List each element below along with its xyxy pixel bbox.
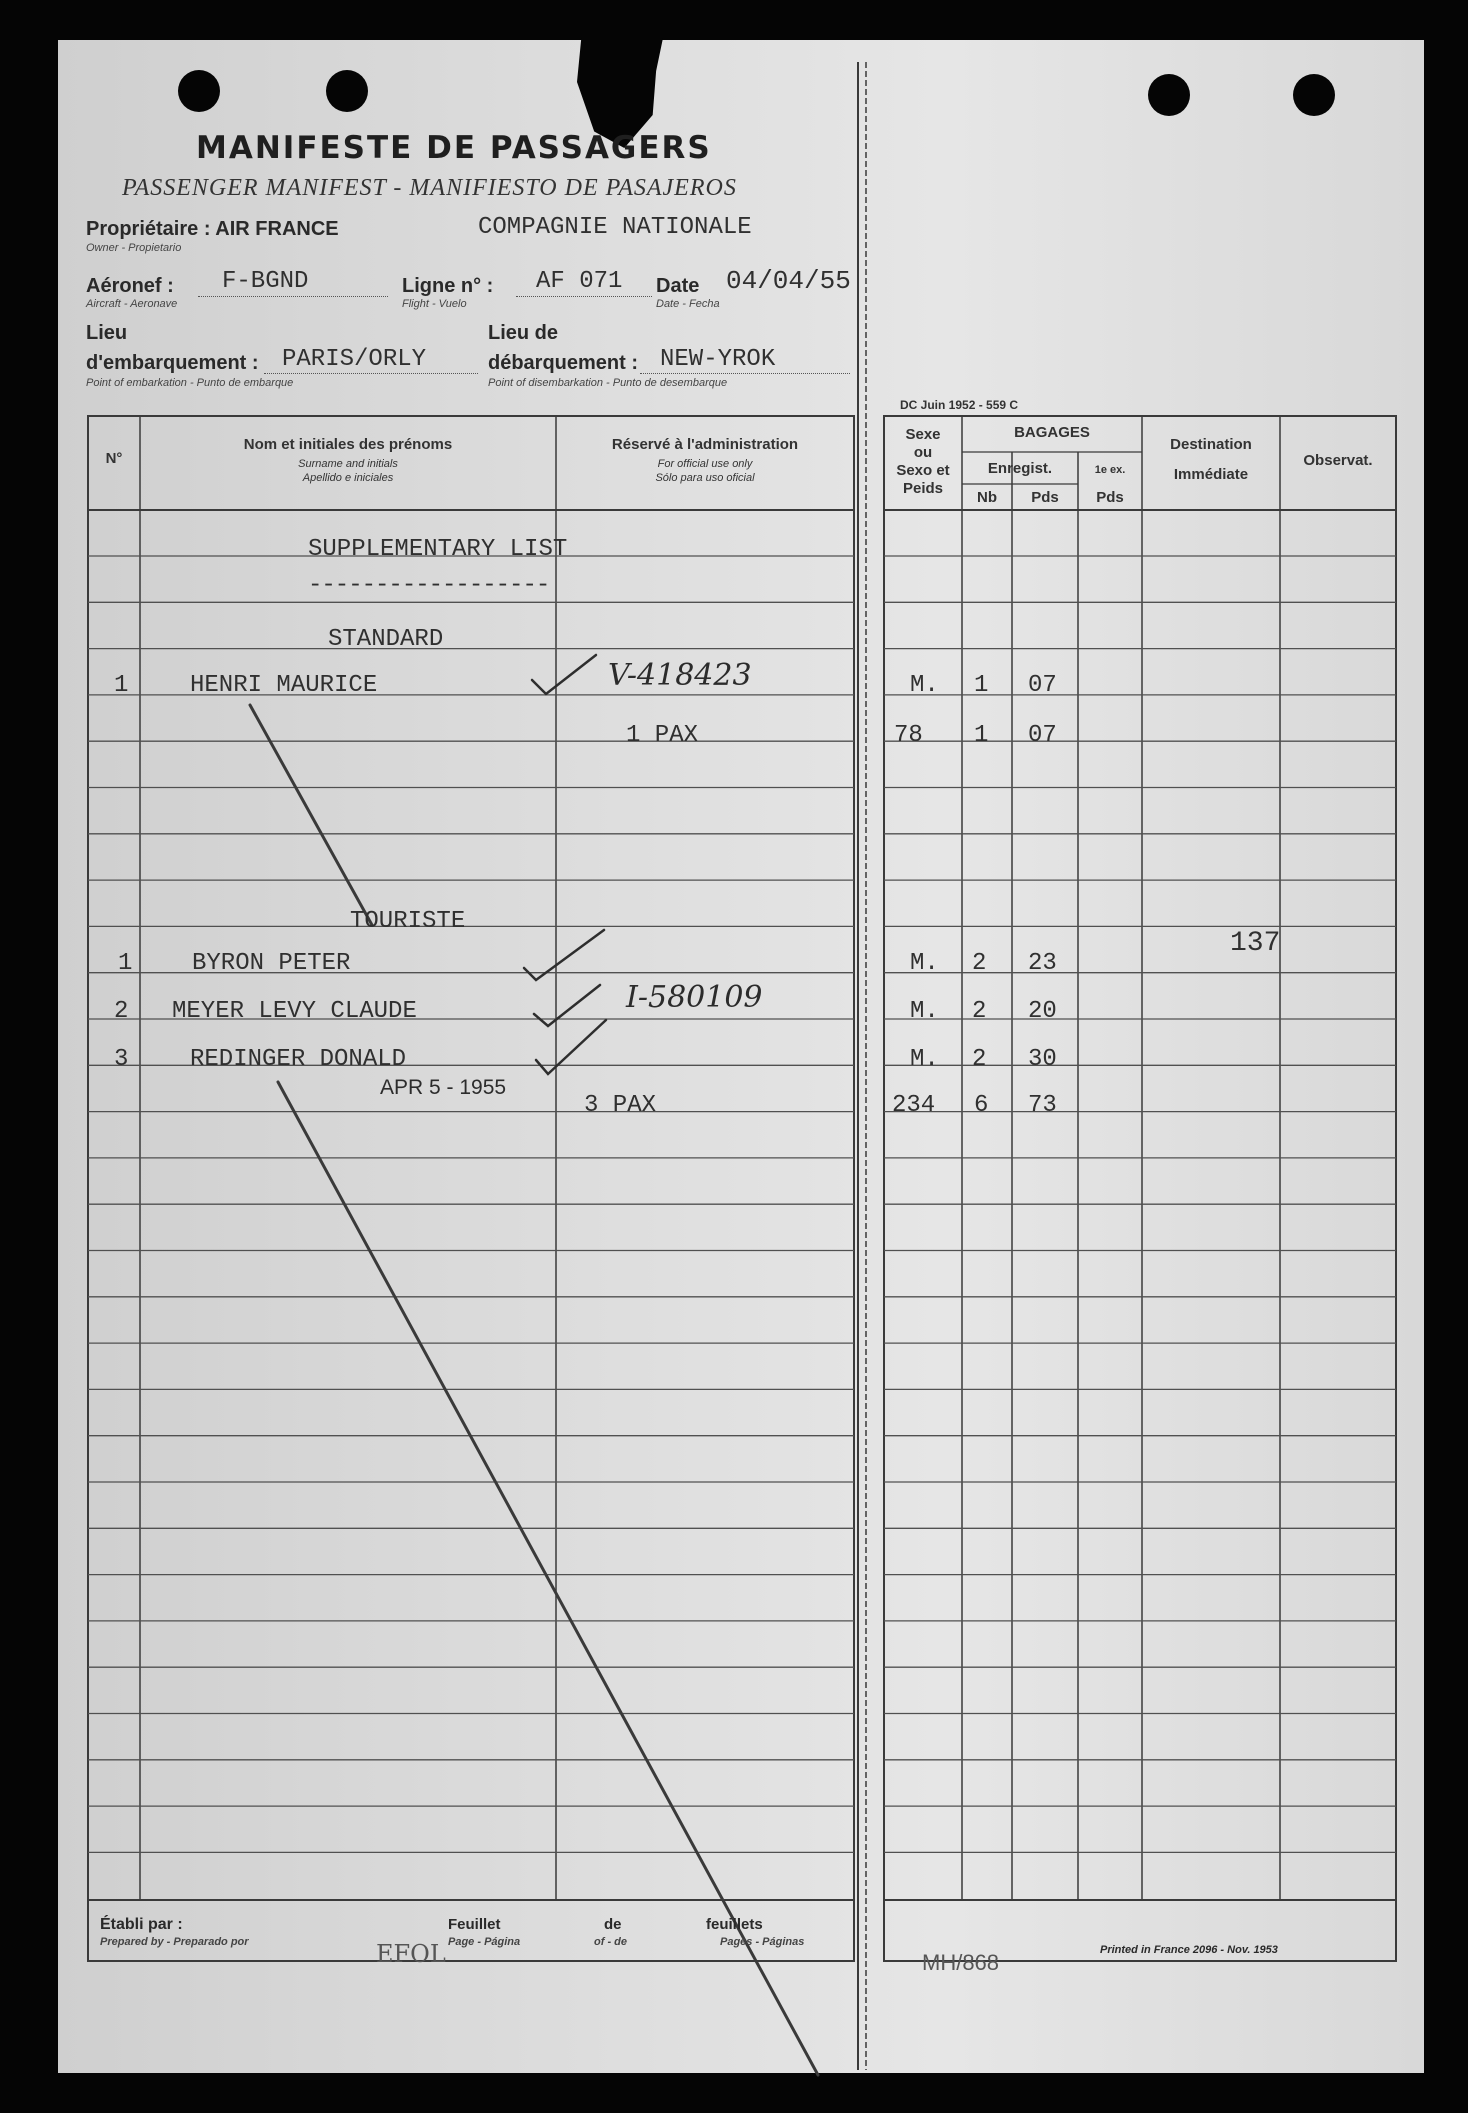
footer-of: of - de xyxy=(594,1936,627,1948)
embark-value: PARIS/ORLY xyxy=(282,346,427,373)
flight-sublabel: Flight - Vuelo xyxy=(402,298,467,310)
row4-no: 3 xyxy=(114,1046,129,1073)
embark-label-2: d'embarquement : xyxy=(86,352,259,374)
col-header-nb: Nb xyxy=(977,489,997,506)
touriste-total-nb: 6 xyxy=(974,1092,989,1119)
flight-label: Ligne n° : xyxy=(402,275,494,297)
footer-page: Page - Página xyxy=(448,1936,521,1948)
aircraft-label: Aéronef : xyxy=(86,275,174,297)
form-code: DC Juin 1952 - 559 C xyxy=(900,398,1019,412)
footer-prepared: Prepared by - Preparado por xyxy=(100,1936,249,1948)
col-header-sex-4: Peids xyxy=(902,480,944,497)
disembark-label-2: débarquement : xyxy=(488,352,639,374)
footer-feuillet: Feuillet xyxy=(448,1916,501,1933)
supplementary-underline: ------------------ xyxy=(308,572,550,599)
col-header-destination-1: Destination xyxy=(1170,436,1252,453)
row3-pds: 20 xyxy=(1028,998,1057,1025)
row1-no: 1 xyxy=(114,672,129,699)
row3-name: MEYER LEVY CLAUDE xyxy=(172,998,417,1025)
footer-feuillets: feuillets xyxy=(706,1916,763,1933)
row3-nb: 2 xyxy=(972,998,987,1025)
row2-nb: 2 xyxy=(972,950,987,977)
row1-sex: M. xyxy=(910,672,939,699)
row1-pds: 07 xyxy=(1028,672,1057,699)
cancel-stroke-1 xyxy=(250,705,372,925)
col-header-name-sub1: Surname and initials xyxy=(298,458,398,470)
col-header-pds: Pds xyxy=(1031,489,1059,506)
owner-label: Propriétaire : AIR FRANCE xyxy=(86,218,339,240)
section-touriste: TOURISTE xyxy=(350,908,466,935)
standard-total-pax: 1 PAX xyxy=(626,722,699,749)
row1-name: HENRI MAURICE xyxy=(190,672,378,699)
footer-pages: Pages - Páginas xyxy=(720,1936,805,1948)
row3-admin: I-580109 xyxy=(626,980,763,1015)
row4-name: REDINGER DONALD xyxy=(190,1046,407,1073)
row4-pds: 30 xyxy=(1028,1046,1057,1073)
row1-admin: V-418423 xyxy=(608,658,752,693)
col-header-name: Nom et initiales des prénoms xyxy=(243,436,453,453)
touriste-total-pax: 3 PAX xyxy=(584,1092,657,1119)
col-header-pds2: Pds xyxy=(1096,489,1124,506)
date-value: 04/04/55 xyxy=(726,266,851,296)
aircraft-sublabel: Aircraft - Aeronave xyxy=(86,298,178,310)
col-header-enregist: Enregist. xyxy=(987,460,1053,477)
received-date-stamp: APR 5 - 1955 xyxy=(380,1076,507,1099)
supplementary-list-label: SUPPLEMENTARY LIST xyxy=(308,536,568,563)
manifest-subtitle: PASSENGER MANIFEST - MANIFIESTO DE PASAJEROS xyxy=(122,175,737,201)
owner-sublabel: Owner - Propietario xyxy=(86,242,182,254)
touriste-total-pds: 73 xyxy=(1028,1092,1057,1119)
date-label: Date xyxy=(656,275,700,297)
disembark-label-1: Lieu de xyxy=(488,322,559,344)
footer-ref: MH/868 xyxy=(922,1950,1000,1975)
standard-total-nb: 1 xyxy=(974,722,989,749)
footer-etabli: Établi par : xyxy=(100,1916,183,1933)
destination-note: 137 xyxy=(1230,928,1281,959)
section-standard: STANDARD xyxy=(328,626,444,653)
footer-de: de xyxy=(604,1916,622,1933)
row2-name: BYRON PETER xyxy=(192,950,351,977)
disembark-sublabel: Point of disembarkation - Punto de desembarque xyxy=(488,377,728,389)
row4-nb: 2 xyxy=(972,1046,987,1073)
col-header-name-sub2: Apellido e iniciales xyxy=(302,472,394,484)
footer-printed: Printed in France 2096 - Nov. 1953 xyxy=(1100,1944,1278,1956)
col-header-no: N° xyxy=(105,450,123,467)
col-header-sex-2: ou xyxy=(913,444,933,461)
col-header-sex-3: Sexo et xyxy=(896,462,950,479)
flight-value: AF 071 xyxy=(536,268,623,295)
col-header-excess: 1e ex. xyxy=(1094,464,1126,476)
row1-nb: 1 xyxy=(974,672,989,699)
aircraft-value: F-BGND xyxy=(222,268,309,295)
row2-sex: M. xyxy=(910,950,939,977)
row4-sex: M. xyxy=(910,1046,939,1073)
touriste-total-weight: 234 xyxy=(892,1092,936,1119)
row2-no: 1 xyxy=(118,950,133,977)
standard-total-weight: 78 xyxy=(894,722,923,749)
disembark-value: NEW-YROK xyxy=(660,346,776,373)
col-header-bagages: BAGAGES xyxy=(1014,424,1090,441)
row3-sex: M. xyxy=(910,998,939,1025)
row2-pds: 23 xyxy=(1028,950,1057,977)
col-header-sex-1: Sexe xyxy=(905,426,941,443)
col-header-observ: Observat. xyxy=(1303,452,1373,469)
embark-sublabel: Point of embarkation - Punto de embarque xyxy=(86,377,294,389)
embark-label-1: Lieu xyxy=(86,322,128,344)
owner-value: COMPAGNIE NATIONALE xyxy=(478,214,752,241)
row3-no: 2 xyxy=(114,998,129,1025)
col-header-admin: Réservé à l'administration xyxy=(611,436,799,453)
standard-total-pds: 07 xyxy=(1028,722,1057,749)
date-sublabel: Date - Fecha xyxy=(656,298,720,310)
col-header-admin-sub1: For official use only xyxy=(657,458,753,470)
col-header-destination-2: Immédiate xyxy=(1173,466,1249,483)
manifest-title: MANIFESTE DE PASSAGERS xyxy=(196,130,712,166)
col-header-admin-sub2: Sólo para uso oficial xyxy=(655,472,755,484)
footer-signature: EFOL xyxy=(376,1940,446,1968)
